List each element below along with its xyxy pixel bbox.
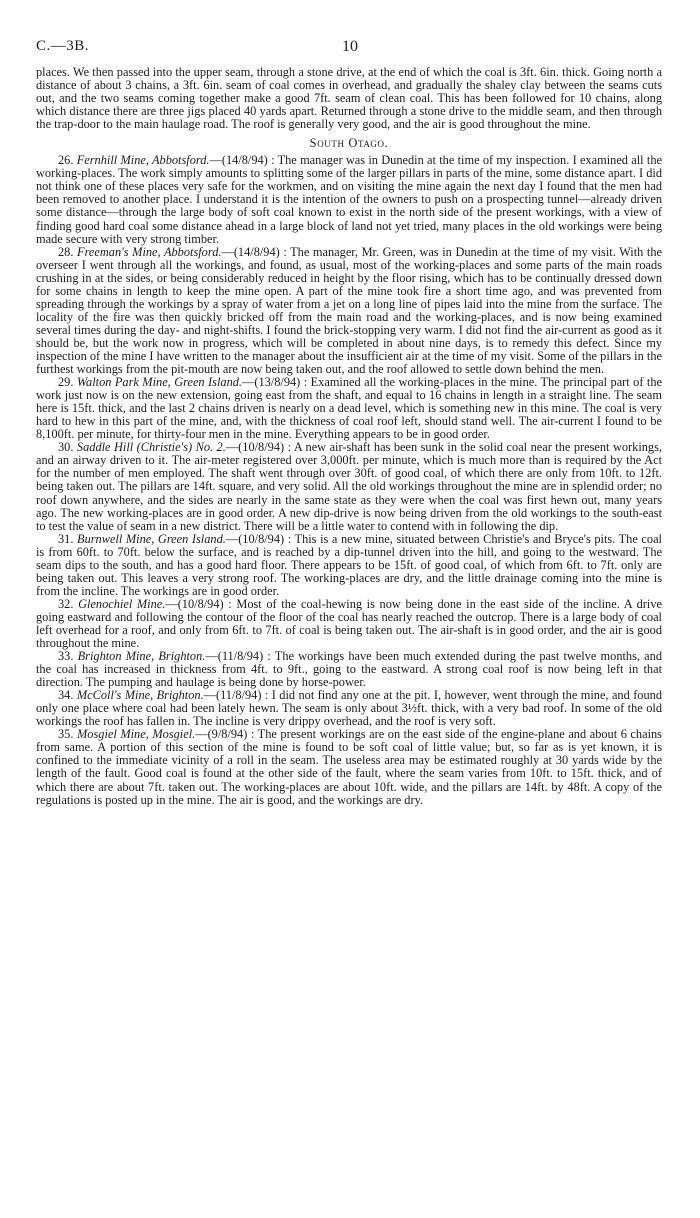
document-reference: C.—3B.	[36, 38, 90, 54]
mine-entry	[36, 728, 662, 806]
entry-text: A new air-shaft has been sunk in the solid coal near the present workings, and an airway driven to it. The air-meter registered over 3,000ft. per minute, which is much more than is required by the Act for the number of men employed. The shaft went through over 30ft. of good coal, of which there are only from 10ft. to 12ft. being taken out. The pillars are 14ft. square, and very solid. All the old workings throughout the mine are in splendid order; no roof down anywhere, and the sides are nearly in the same state as they were when the coal was first hewn out, many years ago. The new working-places are in good order. A new dip-drive is now being driven from the old workings to the south-east to test the value of seam in a new district. There will be a little water to contend with in following the dip.	[36, 440, 662, 533]
entry-mine-name: Glenochiel Mine.	[78, 596, 166, 611]
entry-date: —(14/8/94) :	[209, 153, 275, 168]
entry-date: —(14/8/94) :	[221, 244, 287, 259]
entry-number: 32.	[58, 596, 74, 611]
entry-text: I did not find any one at the pit. I, however, went through the mine, and found only one place where coal had been lately hewn. The seam is only about 3½ft. thick, with a very bad roof. In some of the old workings the roof has fallen in. The incline is very drippy overhead, and the roof is very soft.	[36, 688, 662, 729]
entry-number: 30.	[58, 440, 74, 455]
mine-entry	[36, 376, 662, 441]
mine-entry	[36, 246, 662, 376]
entry-number: 35.	[58, 727, 74, 742]
mine-entry	[36, 441, 662, 532]
entry-text: The manager, Mr. Green, was in Dunedin at the time of my visit. With the overseer I went through all the workings, and found, as usual, most of the working-places and some parts of the main roads crushing in at the sides, or being considerably reduced in height by the floor rising, which has to be continually dressed down for some chains in length to keep the mine open. A part of the mine took fire a short time ago, and was prevented from spreading through the workings by a spray of water from a jet on a long line of pipes laid into the mine from the surface. The locality of the fire was then quickly bricked off from the main road and the working-places, and is now being examined several times during the day- and night-shifts. I found the brick-stopping very warm. I did not find the air-current as good as it should be, but the work now in progress, which will be completed in about nine days, is to remedy this defect. Since my inspection of the mine I have written to the manager about the insufficient air at the time of my visit. Some of the pillars in the furthest workings from the pit-mouth are now being taken out, and the roof allowed to settle down behind the men.	[36, 244, 662, 377]
mine-entry	[36, 533, 662, 598]
report-body	[36, 66, 662, 807]
entry-date: —(10/8/94) :	[225, 531, 292, 546]
entry-date: —(10/8/94) :	[165, 596, 232, 611]
entry-date: —(9/8/94) :	[195, 727, 255, 742]
entry-date: —(13/8/94) :	[242, 375, 308, 390]
entry-number: 26.	[58, 153, 74, 168]
mine-entries	[36, 154, 662, 806]
entry-text: The manager was in Dunedin at the time of my inspection. I examined all the working-places. The work simply amounts to splitting some of the larger pillars in parts of the mine, some distance apart. I did not think one of these places very safe for the workmen, and on visiting the mine again the next day I found that the men had been removed to another place. I understand it is the intention of the owners to push on a prospecting tunnel—already driven some distance—through the large body of soft coal known to exist in the north side of the present workings, with a view of finding good hard coal some distance ahead in a large block of land not yet tried, many places in the old workings were being made secure with very strong timber.	[36, 153, 662, 246]
page-number: 10	[342, 38, 358, 55]
mine-entry	[36, 154, 662, 245]
entry-date: —(11/8/94) :	[203, 688, 269, 703]
entry-date: —(10/8/94) :	[225, 440, 292, 455]
entry-number: 29.	[58, 375, 74, 390]
entry-mine-name: Burnwell Mine, Green Island.	[77, 531, 226, 546]
entry-number: 31.	[58, 531, 74, 546]
entry-mine-name: McColl's Mine, Brighton.	[76, 688, 204, 703]
entry-mine-name: Brighton Mine, Brighton.	[77, 649, 206, 664]
entry-mine-name: Fernhill Mine, Abbotsford.	[76, 153, 210, 168]
section-heading: South Otago.	[309, 136, 389, 151]
entry-text: The present workings are on the east side of the engine-plane and about 6 chains from same. A portion of this section of the mine is found to be soft coal of little value; but, so far as is yet known, it is confined to the immediate vicinity of a roll in the seam. The useless area may be estimated roughly at 30 yards wide by the length of the fault. Good coal is found at the other side of the fault, where the seam varies from 10ft. to 15ft. thick, and of which there are about 7ft. taken out. The working-places are about 10ft. wide, and the pillars are 14ft. by 48ft. A copy of the regulations is posted up in the mine. The air is good, and the workings are dry.	[36, 727, 662, 807]
entry-mine-name: Walton Park Mine, Green Island.	[76, 375, 242, 390]
entry-mine-name: Freeman's Mine, Abbotsford.	[77, 244, 222, 259]
mine-entry	[36, 689, 662, 728]
mine-entry	[36, 650, 662, 689]
intro-paragraph: places. We then passed into the upper seam, through a stone drive, at the end of which the coal is 3ft. 6in. thick. Going north a distance of about 3 chains, a 3ft. 6in. seam of coal comes in overhead, and gradually the shaley clay between the seams cuts out, and the two seams coming together make a good 7ft. seam of clean coal. This has been followed for 10 chains, along which distance there are three jigs placed 40 yards apart. Returned through a stone drive to the middle seam, and then through the trap-door to the main haulage road. The roof is generally very good, and the air is good throughout the mine.	[36, 65, 662, 132]
entry-text: This is a new mine, situated between Christie's and Bryce's pits. The coal is from 60ft. to 70ft. below the surface, and is reached by a dip-tunnel driven into the hill, and going to the westward. The seam dips to the south, and has a good hard floor. There appears to be 15ft. of good coal, of which from 6ft. to 7ft. only are being taken out. This leaves a very strong roof. The working-places are dry, and the little drainage coming into the mine is from the incline. The workings are in good order.	[36, 531, 662, 598]
mine-entry	[36, 598, 662, 650]
entry-mine-name: Saddle Hill (Christie's) No. 2.	[76, 440, 226, 455]
entry-date: —(11/8/94) :	[205, 649, 271, 664]
entry-text: The workings have been much extended during the past twelve months, and the coal has increased in thickness from 4ft. to 9ft., going to the eastward. A strong coal roof is now being left in that direction. The pumping and haulage is being done by horse-power.	[36, 649, 663, 690]
entry-text: Examined all the working-places in the mine. The principal part of the work just now is on the new extension, going east from the shaft, and equal to 16 chains in length in a straight line. The seam here is 15ft. thick, and the last 2 chains driven is nearly on a dead level, which is something new in this mine. The coal is very hard to hew in this part of the mine, and, with the thickness of coal roof left, should stand well. The air-current I found to be 8,100ft. per minute, for thirty-four men in the mine. Everything appears to be in good order.	[36, 375, 662, 442]
page-header	[36, 38, 664, 60]
entry-number: 28.	[58, 244, 74, 259]
entry-number: 34.	[58, 688, 74, 703]
entry-number: 33.	[58, 649, 74, 664]
entry-text: Most of the coal-hewing is now being done in the east side of the incline. A drive going eastward and following the contour of the floor of the coal has nearly reached the outcrop. There is a large body of coal left overhead for a roof, and only from 6ft. to 7ft. of coal is being taken out. The air-shaft is in good order, and the air is good throughout the mine.	[36, 596, 662, 651]
entry-mine-name: Mosgiel Mine, Mosgiel.	[77, 727, 196, 742]
